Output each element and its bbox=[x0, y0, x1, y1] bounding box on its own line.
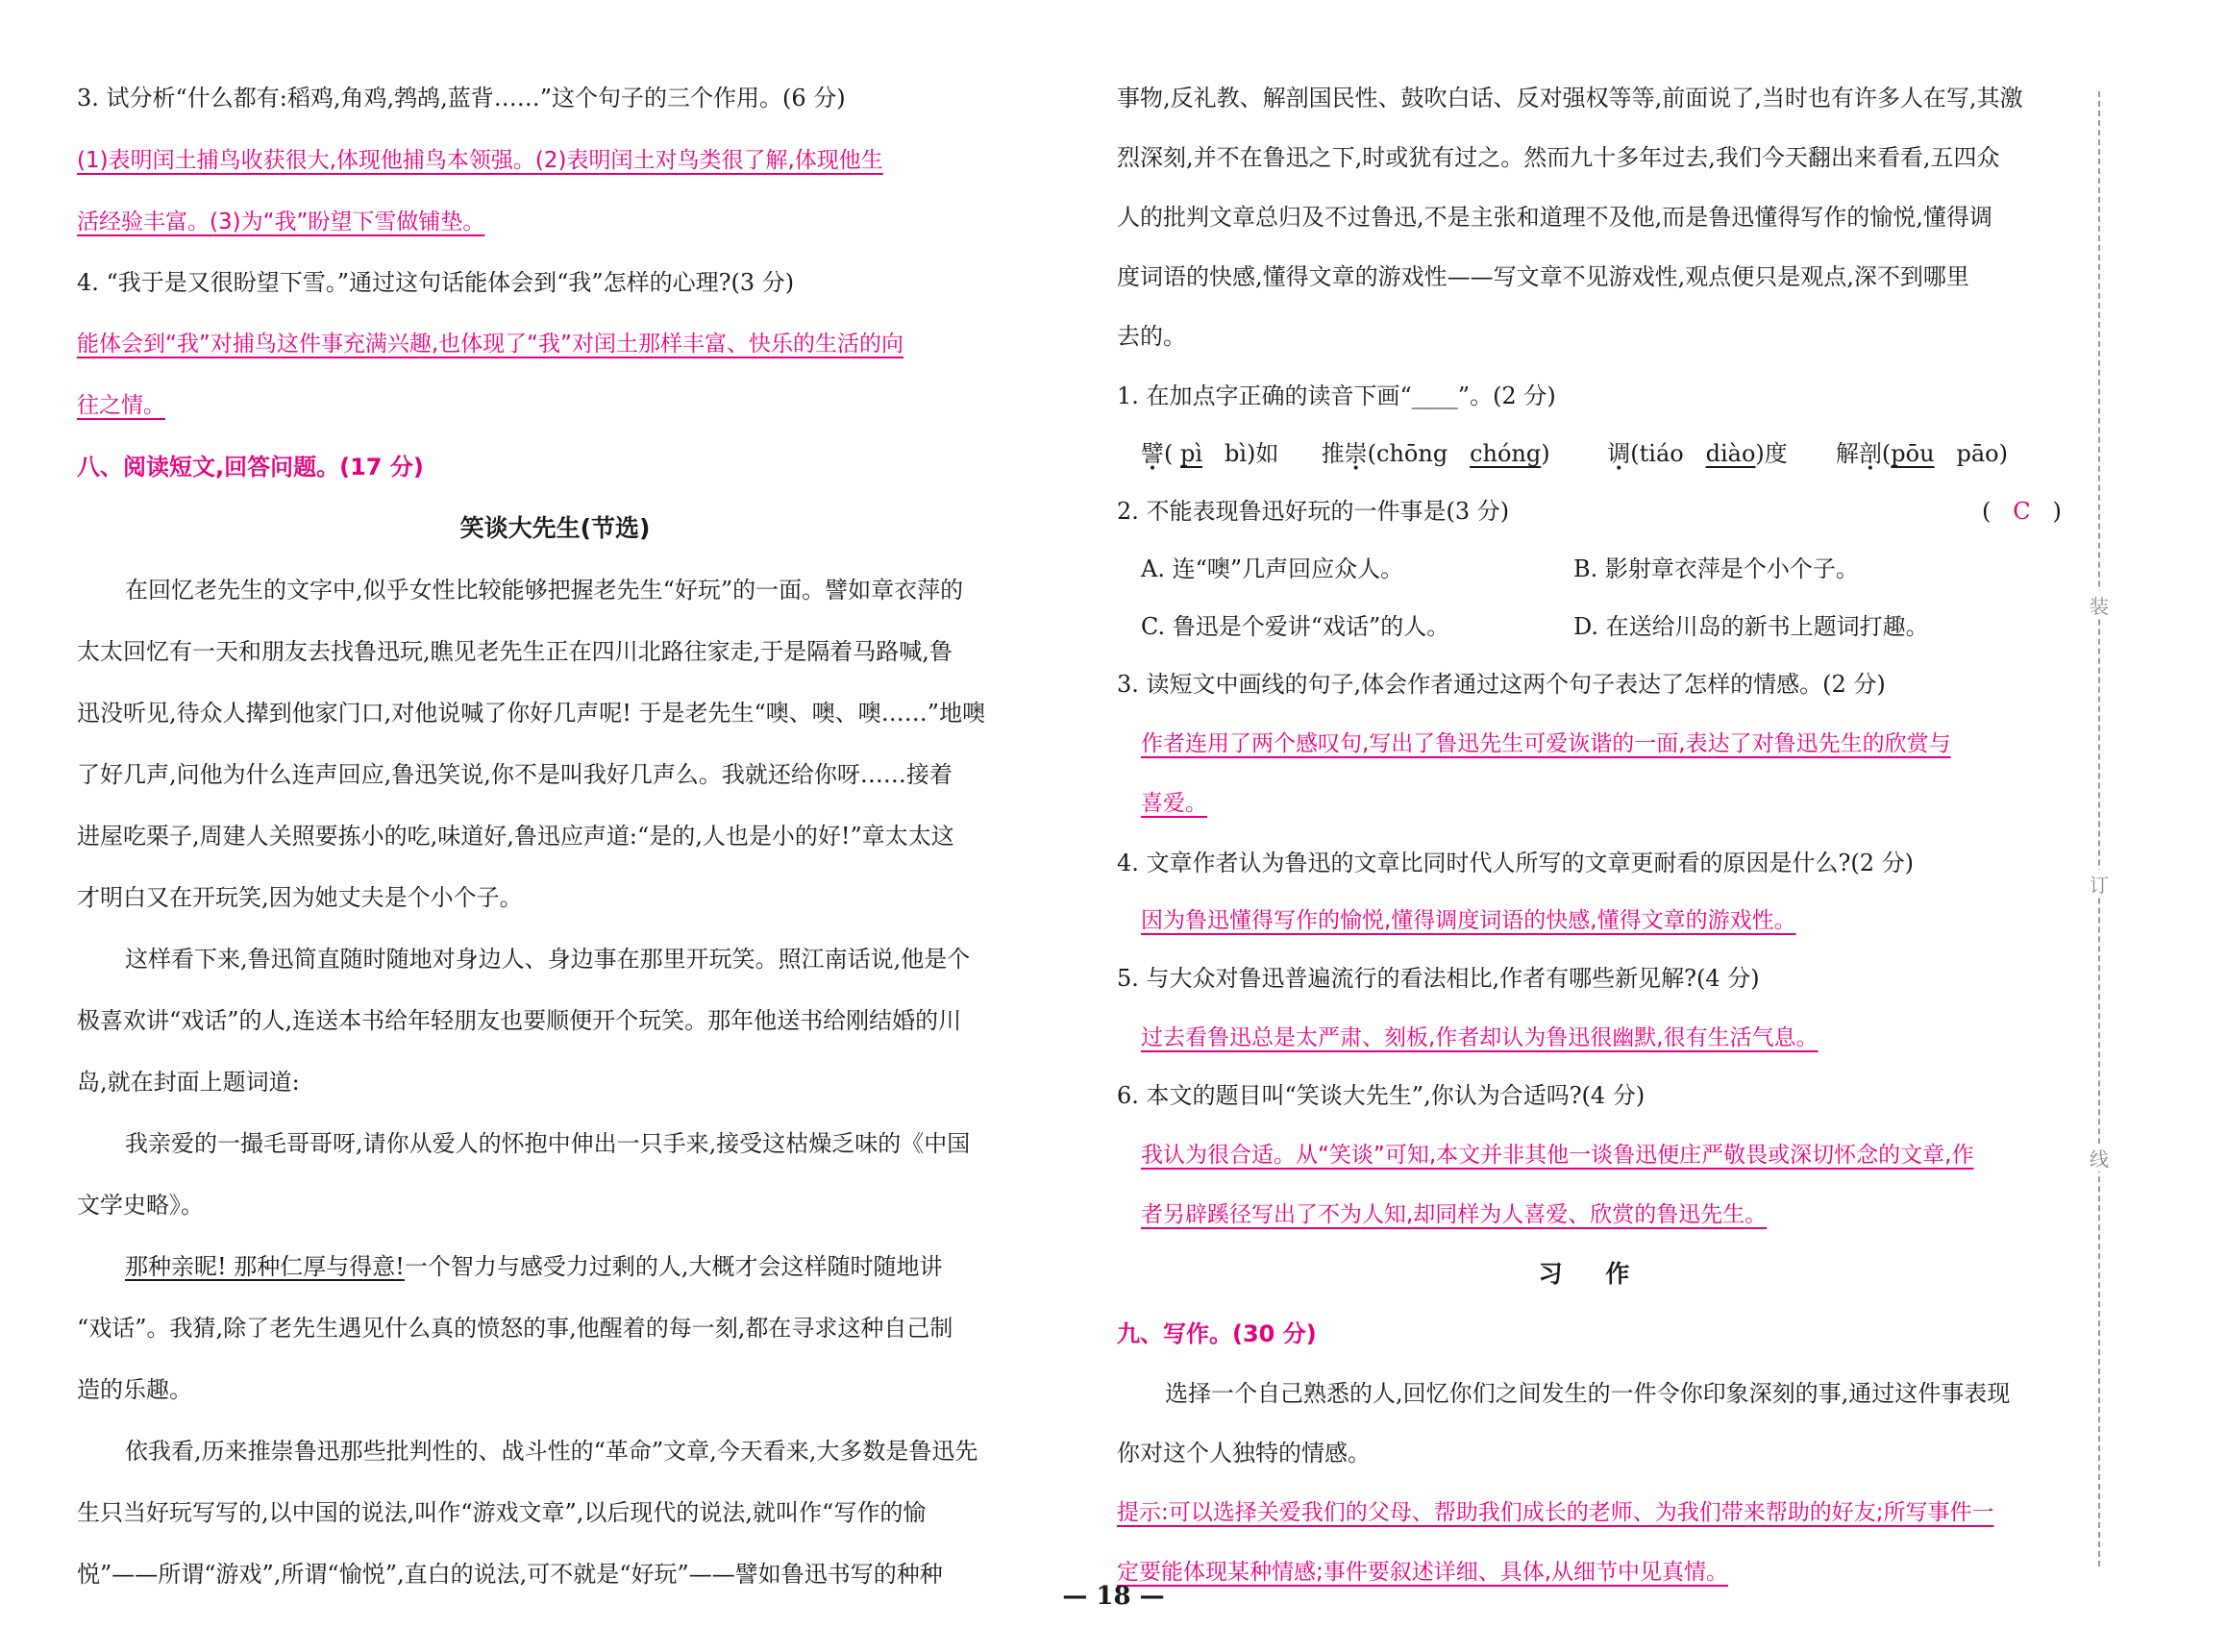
para5-line-2: 生只当好玩写写的,以中国的说法,叫作“游戏文章”,以后现代的说法,就叫作“写作的愉 bbox=[77, 1499, 927, 1526]
para1-line-4: 了好几声,问他为什么连声回应,鲁迅笑说,你不是叫我好几声么。我就还给你呀……接着 bbox=[77, 761, 953, 788]
answer-4-line-2: 往之情。 bbox=[77, 393, 165, 418]
binding-label-ding: 订 bbox=[2087, 870, 2112, 898]
r-question-2: 2. 不能表现鲁迅好玩的一件事是(3 分) bbox=[1117, 498, 1510, 525]
prompt-line-1: 选择一个自己熟悉的人,回忆你们之间发生的一件令你印象深刻的事,通过这件事表现 bbox=[1165, 1380, 2011, 1407]
r-question-1: 1. 在加点字正确的读音下画“____”。(2 分) bbox=[1117, 382, 1556, 409]
r-question-4: 4. 文章作者认为鲁迅的文章比同时代人所写的文章更耐看的原因是什么?(2 分) bbox=[1117, 850, 1915, 876]
writing-heading: 习 作 bbox=[1538, 1260, 1647, 1288]
page-number: — 18 — bbox=[1062, 1582, 1165, 1611]
q2-option-a: A. 连“噢”几声回应众人。 bbox=[1141, 555, 1404, 582]
para5-line-1: 依我看,历来推崇鲁迅那些批判性的、战斗性的“革命”文章,今天看来,大多数是鲁迅先 bbox=[125, 1438, 978, 1465]
para4-line-2: “戏话”。我猜,除了老先生遇见什么真的愤怒的事,他醒着的每一刻,都在寻求这种自己制 bbox=[77, 1315, 953, 1342]
q2-option-d: D. 在送给川岛的新书上题词打趣。 bbox=[1573, 613, 1929, 640]
para1-line-6: 才明白又在开玩笑,因为她丈夫是个小个子。 bbox=[77, 884, 523, 911]
cont-line-2: 烈深刻,并不在鲁迅之下,时或犹有过之。然而九十多年过去,我们今天翻出来看看,五四众 bbox=[1117, 144, 2000, 171]
cont-line-3: 人的批判文章总归及不过鲁迅,不是主张和道理不及他,而是鲁迅懂得写作的愉悦,懂得调 bbox=[1117, 204, 1992, 231]
para1-line-5: 进屋吃栗子,周建人关照要拣小的吃,味道好,鲁迅应声道:“是的,人也是小的好!”章太太这 bbox=[77, 823, 954, 850]
r-question-3: 3. 读短文中画线的句子,体会作者通过这两个句子表达了怎样的情感。(2 分) bbox=[1117, 671, 1886, 698]
answer-3-line-1: (1)表明闰土捕鸟收获很大,体现他捕鸟本领强。(2)表明闰土对鸟类很了解,体现他生 bbox=[77, 148, 883, 173]
r-answer-4: 因为鲁迅懂得写作的愉悦,懂得调度词语的快感,懂得文章的游戏性。 bbox=[1141, 908, 1796, 933]
q2-answer: C bbox=[2013, 498, 2031, 525]
q2-answer-box: ( C ) bbox=[1982, 498, 2062, 525]
prompt-line-2: 你对这个人独特的情感。 bbox=[1117, 1440, 1371, 1467]
para1-line-2: 太太回忆有一天和朋友去找鲁迅玩,瞧见老先生正在四川北路往家走,于是隔着马路喊,鲁 bbox=[77, 638, 953, 665]
binding-dashed-line bbox=[2098, 91, 2100, 1566]
underlined-sentence: 那种亲昵! 那种仁厚与得意! bbox=[125, 1253, 405, 1280]
para2-line-1: 这样看下来,鲁迅简直随时随地对身边人、身边事在那里开玩笑。照江南话说,他是个 bbox=[125, 946, 971, 973]
pinyin-item-2: 推崇(chōng chóng) bbox=[1321, 440, 1550, 467]
para3-line-1: 我亲爱的一撮毛哥哥呀,请你从爱人的怀抱中伸出一只手来,接受这枯燥乏味的《中国 bbox=[125, 1130, 971, 1157]
cont-line-5: 去的。 bbox=[1117, 323, 1186, 350]
answer-3-line-2: 活经验丰富。(3)为“我”盼望下雪做铺垫。 bbox=[77, 210, 485, 234]
cont-line-1: 事物,反礼教、解剖国民性、鼓吹白话、反对强权等等,前面说了,当时也有许多人在写,其激 bbox=[1117, 85, 2023, 111]
binding-label-xian: 线 bbox=[2087, 1144, 2112, 1171]
cont-line-4: 度词语的快感,懂得文章的游戏性——写文章不见游戏性,观点便只是观点,深不到哪里 bbox=[1117, 263, 1969, 290]
section-9-heading: 九、写作。(30 分) bbox=[1117, 1320, 1317, 1347]
pinyin-item-1: 譬( pì bì)如 bbox=[1141, 440, 1279, 467]
q2-option-c: C. 鲁迅是个爱讲“戏话”的人。 bbox=[1141, 613, 1450, 640]
tip-line-2: 定要能体现某种情感;事件要叙述详细、具体,从细节中见真情。 bbox=[1117, 1560, 1729, 1585]
tip-line-1: 提示:可以选择关爱我们的父母、帮助我们成长的老师、为我们带来帮助的好友;所写事件一 bbox=[1117, 1500, 1994, 1525]
passage-title: 笑谈大先生(节选) bbox=[459, 514, 651, 542]
binding-label-zhuang: 装 bbox=[2087, 591, 2112, 619]
r-question-5: 5. 与大众对鲁迅普遍流行的看法相比,作者有哪些新见解?(4 分) bbox=[1117, 965, 1760, 992]
r-answer-3-line-2: 喜爱。 bbox=[1141, 791, 1207, 816]
para4-line-1-rest: 一个智力与感受力过剩的人,大概才会这样随时随地讲 bbox=[404, 1253, 943, 1280]
para2-line-3: 岛,就在封面上题词道: bbox=[77, 1069, 300, 1096]
pinyin-row bbox=[1141, 438, 2047, 469]
para3-line-2: 文学史略》。 bbox=[77, 1192, 204, 1219]
para4-line-1 bbox=[125, 1251, 943, 1282]
r-answer-6-line-1: 我认为很合适。从“笑谈”可知,本文并非其他一谈鲁迅便庄严敬畏或深切怀念的文章,作 bbox=[1141, 1143, 1974, 1168]
question-3: 3. 试分析“什么都有:稻鸡,角鸡,鹁鸪,蓝背……”这个句子的三个作用。(6 分) bbox=[77, 85, 846, 111]
r-question-6: 6. 本文的题目叫“笑谈大先生”,你认为合适吗?(4 分) bbox=[1117, 1082, 1646, 1109]
pinyin-item-3: 调(tiáo diào)度 bbox=[1607, 440, 1788, 467]
para5-line-3: 悦”——所谓“游戏”,所谓“愉悦”,直白的说法,可不就是“好玩”——譬如鲁迅书写的种种 bbox=[77, 1561, 943, 1588]
r-answer-3-line-1: 作者连用了两个感叹句,写出了鲁迅先生可爱诙谐的一面,表达了对鲁迅先生的欣赏与 bbox=[1141, 731, 1951, 756]
r-answer-6-line-2: 者另辟蹊径写出了不为人知,却同样为人喜爱、欣赏的鲁迅先生。 bbox=[1141, 1202, 1768, 1227]
question-4: 4. “我于是又很盼望下雪。”通过这句话能体会到“我”怎样的心理?(3 分) bbox=[77, 269, 795, 296]
section-8-heading: 八、阅读短文,回答问题。(17 分) bbox=[77, 454, 424, 481]
r-answer-5: 过去看鲁迅总是太严肃、刻板,作者却认为鲁迅很幽默,很有生活气息。 bbox=[1141, 1025, 1819, 1050]
q2-option-b: B. 影射章衣萍是个小个子。 bbox=[1573, 555, 1859, 582]
para2-line-2: 极喜欢讲“戏话”的人,连送本书给年轻朋友也要顺便开个玩笑。那年他送书给刚结婚的川 bbox=[77, 1007, 962, 1034]
pinyin-item-4: 解剖(pōu pāo) bbox=[1835, 440, 2008, 467]
para1-line-1: 在回忆老先生的文字中,似乎女性比较能够把握老先生“好玩”的一面。譬如章衣萍的 bbox=[125, 577, 964, 604]
para1-line-3: 迅没听见,待众人撵到他家门口,对他说喊了你好几声呢! 于是老先生“噢、噢、噢……”地噢 bbox=[77, 700, 986, 727]
answer-4-line-1: 能体会到“我”对捕鸟这件事充满兴趣,也体现了“我”对闰土那样丰富、快乐的生活的向 bbox=[77, 332, 903, 357]
para4-line-3: 造的乐趣。 bbox=[77, 1376, 192, 1403]
